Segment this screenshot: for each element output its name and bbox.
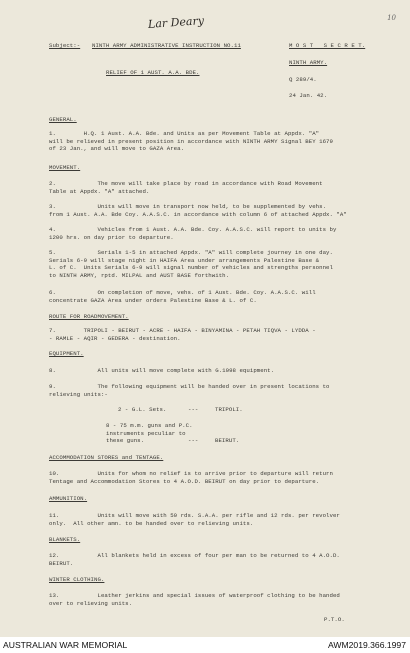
heading-accommodation: ACCOMMODATION STORES and TENTAGE.: [49, 454, 164, 461]
paragraph-5-line-3: L. of C. Units Serials 6-9 will signal number of vehicles and strengths personnel: [49, 264, 333, 272]
paragraph-4-line-1: 4. Vehicles from 1 Aust. A.A. Bde. Coy. A.A.S.C. will report to units by: [49, 226, 337, 233]
equipment-dash-2: ---: [188, 437, 199, 444]
footer-accession-number: AWM2019.366.1997: [327, 640, 406, 650]
paragraph-13-line-1: 13. Leather jerkins and special issues of waterproof clothing to be handed: [49, 592, 340, 599]
paragraph-12-line-1: 12. All blankets held in excess of four per man to be returned to 4 A.O.D.: [49, 552, 340, 559]
paragraph-1-line-1: 1. H.Q. 1 Aust. A.A. Bde. and Units as per Movement Table at Appdx. "A": [49, 130, 320, 137]
subject-label: Subject:-: [49, 42, 81, 49]
paragraph-4-line-2: 1200 hrs. on day prior to departure.: [49, 233, 174, 241]
heading-blankets: BLANKETS.: [49, 536, 81, 543]
paragraph-9-line-2: relieving units:-: [49, 390, 108, 398]
paragraph-5-line-4: to NINTH ARMY, rptd. MILPAL and AUST BASE forthwith.: [49, 271, 230, 279]
paragraph-10-line-2: Tentage and Accommodation Stores to 4 A.O.D. BEIRUT on day prior to departure.: [49, 477, 320, 485]
equipment-dash-1: ---: [188, 406, 199, 413]
paragraph-1-line-3: of 23 Jan., and will move to GAZA Area.: [49, 145, 185, 153]
paragraph-9-line-1: 9. The following equipment will be handed over in present locations to: [49, 383, 330, 390]
equipment-item-2: 8 - 75 m.m. guns and P.C. instruments peculiar to these guns.: [106, 422, 193, 445]
heading-route: ROUTE FOR ROADMOVEMENT.: [49, 313, 129, 320]
paragraph-7-line-2: - RAMLE - AQIR - GEDERA - destination.: [49, 334, 181, 342]
handwritten-note: Lar Deary: [147, 14, 205, 31]
paragraph-6-line-2: concentrate GAZA Area under orders Palestine Base & L. of C.: [49, 296, 257, 304]
paragraph-6-line-1: 6. On completion of move, vehs. of 1 Aust. Bde. Coy. A.A.S.C. will: [49, 289, 316, 296]
heading-winter-clothing: WINTER CLOTHING.: [49, 576, 105, 583]
classification: M O S T S E C R E T.: [289, 42, 366, 49]
heading-ammunition: AMMUNITION.: [49, 495, 88, 502]
header-ref: Q 289/4.: [289, 76, 317, 83]
equipment-location-2: BEIRUT.: [215, 437, 240, 444]
heading-equipment: EQUIPMENT.: [49, 350, 84, 357]
heading-general: GENERAL.: [49, 116, 77, 123]
paragraph-3-line-2: from 1 Aust. A.A. Bde Coy. A.A.S.C. in accordance with column 6 of attached Appdx. "A": [49, 210, 347, 218]
paragraph-5-line-2: Serials 6-9 will stage night in HAIFA Area under arrangements Palestine Base &: [49, 256, 320, 264]
subject-title: NINTH ARMY ADMINISTRATIVE INSTRUCTION NO.11: [92, 42, 241, 49]
paragraph-7-line-1: 7. TRIPOLI - BEIRUT - ACRE - HAIFA - BINYAMINA - PETAH TIQVA - LYDDA -: [49, 327, 316, 334]
paragraph-11-line-1: 11. Units will move with 50 rds. S.A.A. per rifle and 12 rds. per revolver: [49, 512, 340, 519]
paragraph-11-line-2: only. All other amn. to be handed over to relieving units.: [49, 519, 254, 527]
paragraph-5-line-1: 5. Serials 1-5 in attached Appdx. "A" will complete journey in one day.: [49, 249, 333, 256]
paragraph-8: 8. All units will move complete with G.1098 equipment.: [49, 367, 275, 374]
paragraph-10-line-1: 10. Units for whom no relief is to arrive prior to departure will return: [49, 470, 333, 477]
relief-title: RELIEF OF 1 AUST. A.A. BDE.: [106, 69, 200, 76]
paragraph-12-line-2: BEIRUT.: [49, 559, 74, 567]
heading-movement: MOVEMENT.: [49, 164, 81, 171]
paragraph-2-line-2: Table at Appdx. "A" attached.: [49, 187, 150, 195]
paragraph-1-line-2: will be relieved in present position in accordance with NINTH ARMY Signal BEY 1679: [49, 137, 333, 145]
paragraph-13-line-2: over to relieving units.: [49, 599, 133, 607]
equipment-item-1: 2 - G.L. Sets.: [118, 406, 167, 413]
equipment-location-1: TRIPOLI.: [215, 406, 243, 413]
footer-source: AUSTRALIAN WAR MEMORIAL: [3, 640, 128, 650]
header-org: NINTH ARMY.: [289, 59, 328, 66]
paragraph-2-line-1: 2. The move will take place by road in accordance with Road Movement: [49, 180, 323, 187]
header-date: 24 Jan. 42.: [289, 92, 328, 99]
page-number: 10: [387, 14, 396, 22]
paragraph-3-line-1: 3. Units will move in transport now held, to be supplemented by vehs.: [49, 203, 327, 210]
please-turn-over: P.T.O.: [324, 616, 345, 623]
archive-footer: [0, 637, 410, 653]
